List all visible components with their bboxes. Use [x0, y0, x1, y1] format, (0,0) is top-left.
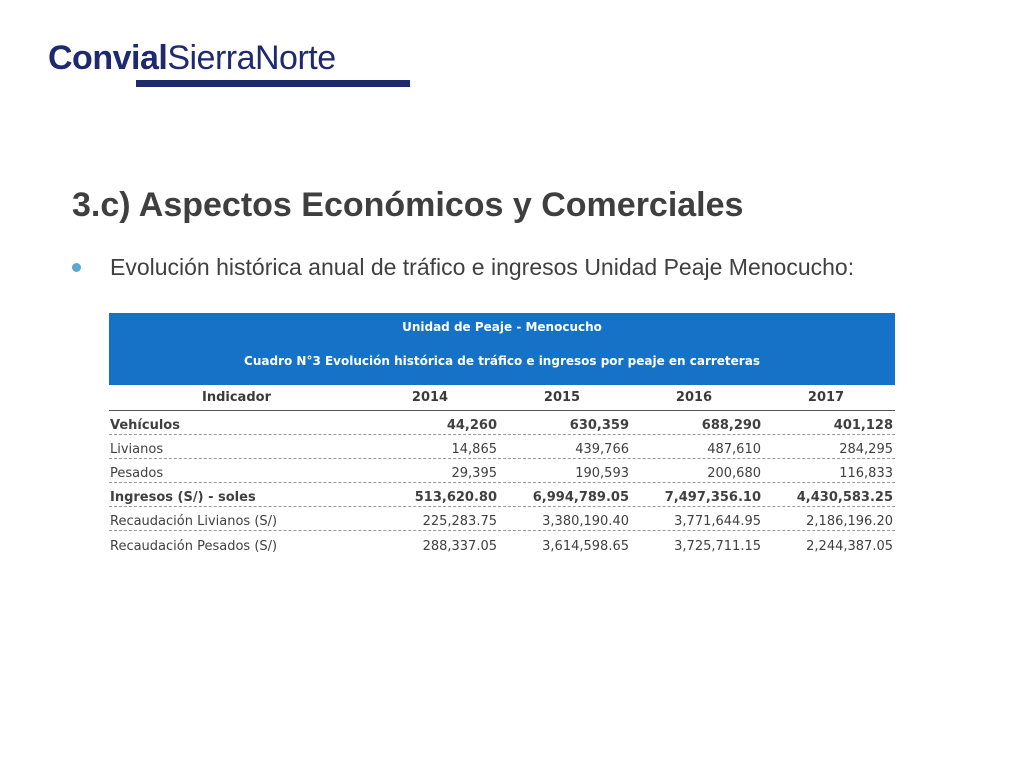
row-value-2017: 401,128 — [833, 418, 893, 433]
table-row — [109, 411, 895, 435]
table-row — [109, 507, 895, 531]
row-value-2016: 7,497,356.10 — [664, 490, 761, 505]
row-value-2014: 513,620.80 — [414, 490, 497, 505]
row-value-2015: 6,994,789.05 — [532, 490, 629, 505]
row-value-2015: 3,380,190.40 — [542, 514, 629, 529]
table-row — [109, 483, 895, 507]
row-value-2016: 200,680 — [707, 466, 761, 481]
traffic-revenue-table — [109, 313, 895, 555]
row-value-2015: 439,766 — [575, 442, 629, 457]
row-value-2017: 2,244,387.05 — [806, 539, 893, 554]
row-value-2015: 3,614,598.65 — [542, 539, 629, 554]
row-value-2016: 487,610 — [707, 442, 761, 457]
table-column-header-row — [109, 385, 895, 411]
bullet-text: Evolución histórica anual de tráfico e ingresos Unidad Peaje Menocucho: — [110, 254, 855, 280]
row-value-2014: 44,260 — [446, 418, 497, 433]
row-value-2014: 288,337.05 — [422, 539, 497, 554]
row-label: Ingresos (S/) - soles — [110, 490, 256, 505]
row-value-2015: 190,593 — [575, 466, 629, 481]
table-row — [109, 435, 895, 459]
row-value-2017: 4,430,583.25 — [796, 490, 893, 505]
column-header-2015: 2015 — [543, 390, 581, 405]
column-header-2014: 2014 — [411, 390, 449, 405]
row-value-2015: 630,359 — [569, 418, 629, 433]
row-value-2014: 29,395 — [451, 466, 497, 481]
logo-text-bold: Convial — [48, 39, 168, 77]
row-label: Recaudación Pesados (S/) — [110, 539, 278, 554]
row-value-2017: 116,833 — [839, 466, 893, 481]
table-row — [109, 531, 895, 555]
table-header-banner — [109, 313, 895, 385]
slide-title: 3.c) Aspectos Económicos y Comerciales — [72, 186, 744, 224]
row-label: Pesados — [110, 466, 164, 481]
row-value-2016: 688,290 — [701, 418, 761, 433]
row-value-2017: 2,186,196.20 — [806, 514, 893, 529]
logo-underline-bar — [136, 80, 410, 87]
row-label: Livianos — [110, 442, 164, 457]
company-logo — [48, 38, 363, 78]
table-title: Unidad de Peaje - Menocucho — [402, 320, 602, 334]
row-value-2014: 225,283.75 — [422, 514, 497, 529]
row-label: Recaudación Livianos (S/) — [110, 514, 278, 529]
row-value-2016: 3,771,644.95 — [674, 514, 761, 529]
column-header-indicator: Indicador — [202, 390, 271, 405]
table-subtitle: Cuadro N°3 Evolución histórica de tráfico e ingresos por peaje en carreteras — [244, 354, 760, 368]
bullet-item — [72, 254, 854, 281]
bullet-dot-icon — [72, 263, 81, 272]
table-body — [109, 411, 895, 555]
row-value-2016: 3,725,711.15 — [674, 539, 761, 554]
row-label: Vehículos — [110, 418, 180, 433]
logo-text-light: SierraNorte — [167, 39, 336, 77]
column-header-2017: 2017 — [807, 390, 845, 405]
column-header-2016: 2016 — [675, 390, 713, 405]
table-row — [109, 459, 895, 483]
row-value-2014: 14,865 — [451, 442, 497, 457]
row-value-2017: 284,295 — [839, 442, 893, 457]
